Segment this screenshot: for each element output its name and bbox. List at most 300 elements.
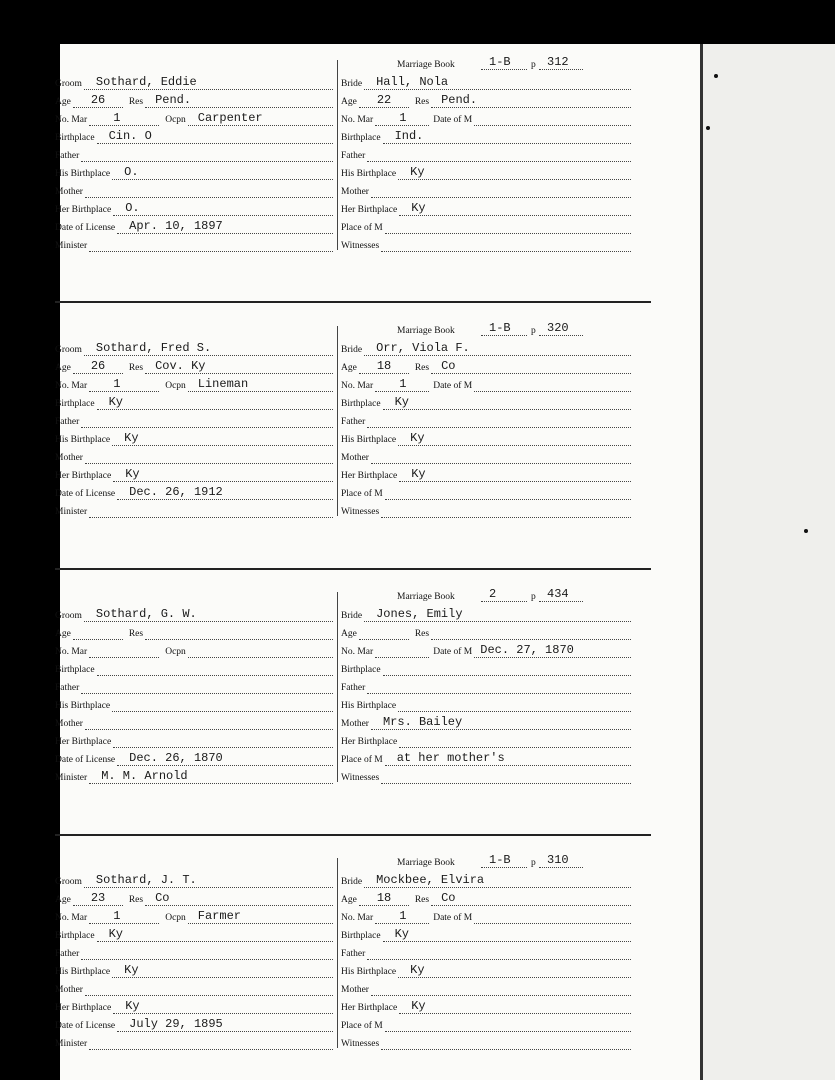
bride-his-birthplace-row <box>341 694 631 712</box>
bride-no-mar-value: 1 <box>399 909 407 923</box>
field-label: No. Mar <box>55 913 88 923</box>
bride-birthplace-value: Ind. <box>394 129 424 143</box>
bride-father-row <box>341 144 631 162</box>
field-label: Minister <box>55 507 88 517</box>
field-label: Res <box>414 629 430 639</box>
field-line <box>474 908 631 924</box>
marriage-book-volume <box>481 55 527 70</box>
field-line <box>84 606 333 622</box>
groom-no-mar-row <box>55 640 333 658</box>
field-label: Minister <box>55 241 88 251</box>
field-label: Ocpn <box>165 913 186 923</box>
field-label: Age <box>341 629 357 639</box>
field-label: Birthplace <box>341 665 381 675</box>
groom-no-mar-row <box>55 108 333 126</box>
groom-age-row <box>55 622 333 640</box>
field-label: Mother <box>341 719 369 729</box>
groom-no-mar-value: 1 <box>113 111 121 125</box>
field-line <box>188 642 333 658</box>
groom-name-value: Sothard, Eddie <box>95 75 197 89</box>
groom-no-mar-value: 1 <box>113 377 121 391</box>
field-line <box>398 164 631 180</box>
field-label: Witnesses <box>341 773 380 783</box>
field-line <box>89 768 333 784</box>
field-line <box>364 872 631 888</box>
field-line <box>85 980 333 996</box>
marriage-book-header <box>341 318 631 336</box>
groom-mother-row <box>55 978 333 996</box>
groom-name-row <box>55 72 333 90</box>
field-label: Her Birthplace <box>55 205 112 215</box>
groom-her-birthplace-row <box>55 730 333 748</box>
card-divider <box>55 834 651 836</box>
marriage-book-label: Marriage Book <box>397 592 455 602</box>
field-label: No. Mar <box>341 647 374 657</box>
groom-her-birthplace-row <box>55 996 333 1014</box>
field-line <box>364 340 631 356</box>
bride-place-of-m-row <box>341 748 631 766</box>
field-line <box>113 200 333 216</box>
column-divider <box>337 326 338 516</box>
field-label: Minister <box>55 1039 88 1049</box>
field-label: Date of License <box>55 1021 116 1031</box>
bride-no-mar-value: 1 <box>399 111 407 125</box>
field-line <box>474 642 631 658</box>
field-label: Minister <box>55 773 88 783</box>
page-label: p <box>531 326 536 336</box>
column-divider <box>337 858 338 1048</box>
field-line <box>145 92 333 108</box>
field-label: No. Mar <box>55 647 88 657</box>
field-label: Groom <box>55 611 82 621</box>
bride-place-of-m-row <box>341 1014 631 1032</box>
bride-birthplace-value: Ky <box>394 927 409 941</box>
field-line <box>399 466 631 482</box>
bride-name-value: Jones, Emily <box>376 607 463 621</box>
field-line <box>97 128 333 144</box>
field-label: Groom <box>55 345 82 355</box>
marriage-book-volume-value: 2 <box>489 587 497 601</box>
marriage-book-page-value: 310 <box>547 853 569 867</box>
field-label: Birthplace <box>55 399 95 409</box>
field-line <box>113 998 333 1014</box>
groom-date-of-license-row <box>55 216 333 234</box>
field-label: No. Mar <box>341 115 374 125</box>
field-label: Groom <box>55 877 82 887</box>
bride-father-row <box>341 410 631 428</box>
adjacent-page-strip <box>700 44 835 1080</box>
field-label: Father <box>341 949 366 959</box>
marriage-book-page-value: 320 <box>547 321 569 335</box>
groom-his-birthplace-value: Ky <box>124 963 139 977</box>
groom-minister-row <box>55 500 333 518</box>
field-line <box>359 624 409 640</box>
groom-column <box>55 50 333 270</box>
field-line <box>89 1034 333 1050</box>
field-line <box>371 714 631 730</box>
column-divider <box>337 60 338 250</box>
field-line <box>81 944 333 960</box>
bride-no-mar-row <box>341 374 631 392</box>
bride-witnesses-row <box>341 234 631 252</box>
bride-her-birthplace-row <box>341 198 631 216</box>
marriage-book-volume <box>481 587 527 602</box>
field-label: Her Birthplace <box>55 737 112 747</box>
groom-name-row <box>55 604 333 622</box>
field-line <box>188 908 333 924</box>
field-line <box>383 660 631 676</box>
field-line <box>385 484 631 500</box>
field-line <box>73 624 123 640</box>
groom-no-mar-row <box>55 906 333 924</box>
bride-her-birthplace-value: Ky <box>411 467 426 481</box>
bride-date-of-marriage-value: Dec. 27, 1870 <box>480 643 574 657</box>
groom-age-row <box>55 356 333 374</box>
groom-minister-row <box>55 234 333 252</box>
bride-no-mar-value: 1 <box>399 377 407 391</box>
groom-minister-row <box>55 1032 333 1050</box>
groom-birthplace-value: Cin. O <box>108 129 152 143</box>
bride-res-value: Co <box>441 891 456 905</box>
groom-date-of-license-value: Dec. 26, 1870 <box>129 751 223 765</box>
field-line <box>383 394 631 410</box>
bride-age-value: 18 <box>376 359 392 373</box>
field-label: Res <box>414 363 430 373</box>
groom-mother-row <box>55 446 333 464</box>
groom-date-of-license-row <box>55 482 333 500</box>
field-line <box>85 714 333 730</box>
groom-column <box>55 582 333 802</box>
groom-name-value: Sothard, J. T. <box>95 873 197 887</box>
marriage-book-volume-value: 1-B <box>489 55 511 69</box>
field-line <box>113 732 333 748</box>
field-label: Witnesses <box>341 1039 380 1049</box>
field-label: Bride <box>341 345 363 355</box>
bride-witnesses-row <box>341 766 631 784</box>
field-line <box>188 376 333 392</box>
field-label: Age <box>341 895 357 905</box>
groom-name-value: Sothard, Fred S. <box>95 341 212 355</box>
field-line <box>364 606 631 622</box>
bride-his-birthplace-row <box>341 960 631 978</box>
groom-age-row <box>55 90 333 108</box>
field-label: Father <box>341 151 366 161</box>
bride-no-mar-row <box>341 640 631 658</box>
field-line <box>85 448 333 464</box>
groom-father-row <box>55 144 333 162</box>
field-label: Birthplace <box>341 133 381 143</box>
groom-res-value: Pend. <box>155 93 192 107</box>
field-label: His Birthplace <box>55 435 111 445</box>
field-line <box>381 502 631 518</box>
groom-minister-value: M. M. Arnold <box>101 769 188 783</box>
field-line <box>145 624 333 640</box>
field-label: Birthplace <box>341 399 381 409</box>
field-label: Age <box>55 363 71 373</box>
bride-age-value: 22 <box>376 93 392 107</box>
groom-mother-row <box>55 180 333 198</box>
bride-his-birthplace-row <box>341 162 631 180</box>
field-label: No. Mar <box>341 381 374 391</box>
groom-birthplace-value: Ky <box>108 395 123 409</box>
bride-column <box>341 848 631 1068</box>
field-line <box>84 340 333 356</box>
bride-name-value: Hall, Nola <box>376 75 449 89</box>
field-line <box>112 962 333 978</box>
bride-place-of-m-row <box>341 482 631 500</box>
field-line <box>364 74 631 90</box>
field-label: Age <box>55 895 71 905</box>
field-label: Ocpn <box>165 115 186 125</box>
field-line <box>399 998 631 1014</box>
field-line <box>367 146 631 162</box>
bride-witnesses-row <box>341 1032 631 1050</box>
field-line <box>371 448 631 464</box>
field-line <box>84 74 333 90</box>
bride-place-of-m-row <box>341 216 631 234</box>
field-label: Birthplace <box>55 133 95 143</box>
bride-age-row <box>341 90 631 108</box>
bride-mother-row <box>341 180 631 198</box>
field-line <box>385 750 631 766</box>
bride-her-birthplace-row <box>341 464 631 482</box>
groom-age-value: 23 <box>90 891 106 905</box>
groom-no-mar-row <box>55 374 333 392</box>
groom-father-row <box>55 676 333 694</box>
groom-father-row <box>55 942 333 960</box>
groom-age-value: 26 <box>90 93 106 107</box>
field-line <box>73 92 123 108</box>
bride-name-value: Orr, Viola F. <box>376 341 470 355</box>
groom-father-row <box>55 410 333 428</box>
field-line <box>431 92 631 108</box>
field-label: Date of M <box>433 115 473 125</box>
bride-her-birthplace-value: Ky <box>411 201 426 215</box>
field-label: Her Birthplace <box>341 205 398 215</box>
page-edge <box>700 44 703 1080</box>
marriage-book-page-value: 312 <box>547 55 569 69</box>
field-label: Ocpn <box>165 647 186 657</box>
field-line <box>383 926 631 942</box>
groom-her-birthplace-row <box>55 198 333 216</box>
field-label: Father <box>55 683 80 693</box>
field-line <box>398 696 631 712</box>
field-line <box>117 484 333 500</box>
field-line <box>97 926 333 942</box>
field-label: Res <box>128 629 144 639</box>
field-line <box>89 502 333 518</box>
marriage-book-label: Marriage Book <box>397 326 455 336</box>
field-label: Father <box>341 683 366 693</box>
field-label: Date of License <box>55 755 116 765</box>
groom-his-birthplace-row <box>55 960 333 978</box>
bride-birthplace-row <box>341 392 631 410</box>
field-line <box>84 872 333 888</box>
field-label: Bride <box>341 611 363 621</box>
field-line <box>145 890 333 906</box>
field-label: Father <box>341 417 366 427</box>
field-label: Her Birthplace <box>341 737 398 747</box>
groom-his-birthplace-row <box>55 694 333 712</box>
groom-occupation-value: Carpenter <box>197 111 263 125</box>
field-label: Res <box>414 895 430 905</box>
field-label: Her Birthplace <box>341 1003 398 1013</box>
field-line <box>112 696 333 712</box>
groom-age-row <box>55 888 333 906</box>
field-label: Place of M <box>341 223 383 233</box>
field-label: Res <box>414 97 430 107</box>
speck <box>714 74 718 78</box>
field-line <box>89 236 333 252</box>
field-label: Father <box>55 151 80 161</box>
field-line <box>385 218 631 234</box>
field-line <box>81 678 333 694</box>
bride-name-value: Mockbee, Elvira <box>376 873 485 887</box>
field-line <box>97 394 333 410</box>
marriage-record-card <box>55 50 655 280</box>
field-label: No. Mar <box>341 913 374 923</box>
groom-date-of-license-value: Dec. 26, 1912 <box>129 485 223 499</box>
field-line <box>371 182 631 198</box>
bride-age-row <box>341 356 631 374</box>
marriage-book-volume <box>481 321 527 336</box>
field-line <box>97 660 333 676</box>
field-line <box>81 412 333 428</box>
field-line <box>375 110 429 126</box>
field-line <box>375 908 429 924</box>
bride-her-birthplace-value: Ky <box>411 999 426 1013</box>
groom-date-of-license-row <box>55 748 333 766</box>
marriage-book-page <box>539 853 583 868</box>
field-label: Age <box>341 97 357 107</box>
bride-her-birthplace-row <box>341 996 631 1014</box>
groom-her-birthplace-value: Ky <box>125 999 140 1013</box>
field-label: Witnesses <box>341 241 380 251</box>
field-line <box>145 358 333 374</box>
bride-mother-row <box>341 712 631 730</box>
bride-name-row <box>341 338 631 356</box>
field-label: His Birthplace <box>341 169 397 179</box>
page-label: p <box>531 592 536 602</box>
marriage-book-page <box>539 321 583 336</box>
bride-no-mar-row <box>341 108 631 126</box>
marriage-record-card <box>55 316 655 546</box>
field-label: Mother <box>55 187 83 197</box>
field-label: Age <box>55 97 71 107</box>
bride-no-mar-row <box>341 906 631 924</box>
field-line <box>359 358 409 374</box>
field-line <box>381 1034 631 1050</box>
bride-age-value: 18 <box>376 891 392 905</box>
bride-mother-row <box>341 446 631 464</box>
field-label: Her Birthplace <box>341 471 398 481</box>
field-line <box>359 92 409 108</box>
speck <box>804 529 808 533</box>
field-label: His Birthplace <box>55 967 111 977</box>
field-label: Mother <box>341 187 369 197</box>
bride-his-birthplace-value: Ky <box>410 963 425 977</box>
groom-age-value: 26 <box>90 359 106 373</box>
groom-name-value: Sothard, G. W. <box>95 607 197 621</box>
field-label: Mother <box>55 985 83 995</box>
groom-her-birthplace-row <box>55 464 333 482</box>
field-line <box>385 1016 631 1032</box>
column-divider <box>337 592 338 782</box>
marriage-record-card <box>55 848 655 1078</box>
field-label: Her Birthplace <box>55 471 112 481</box>
field-label: No. Mar <box>55 381 88 391</box>
field-label: Birthplace <box>55 665 95 675</box>
page-label: p <box>531 858 536 868</box>
field-label: His Birthplace <box>341 435 397 445</box>
field-label: Res <box>128 363 144 373</box>
field-line <box>367 678 631 694</box>
field-line <box>112 164 333 180</box>
field-label: Bride <box>341 79 363 89</box>
groom-birthplace-row <box>55 658 333 676</box>
groom-her-birthplace-value: O. <box>125 201 140 215</box>
field-line <box>431 624 631 640</box>
field-line <box>375 376 429 392</box>
field-line <box>474 376 631 392</box>
field-line <box>371 980 631 996</box>
field-label: Father <box>55 417 80 427</box>
field-line <box>399 732 631 748</box>
field-label: No. Mar <box>55 115 88 125</box>
bride-father-row <box>341 676 631 694</box>
groom-mother-row <box>55 712 333 730</box>
field-line <box>383 128 631 144</box>
field-line <box>431 890 631 906</box>
bride-father-row <box>341 942 631 960</box>
groom-birthplace-row <box>55 126 333 144</box>
groom-date-of-license-value: Apr. 10, 1897 <box>129 219 223 233</box>
field-line <box>399 200 631 216</box>
field-label: Date of M <box>433 647 473 657</box>
bride-name-row <box>341 604 631 622</box>
field-line <box>381 768 631 784</box>
field-label: Place of M <box>341 755 383 765</box>
field-label: Age <box>341 363 357 373</box>
field-line <box>81 146 333 162</box>
bride-place-of-m-value: at her mother's <box>396 751 505 765</box>
bride-res-value: Pend. <box>441 93 478 107</box>
field-label: Father <box>55 949 80 959</box>
field-line <box>359 890 409 906</box>
field-line <box>112 430 333 446</box>
field-label: Mother <box>341 453 369 463</box>
field-label: Mother <box>55 453 83 463</box>
groom-occupation-value: Lineman <box>197 377 249 391</box>
field-line <box>73 890 123 906</box>
bride-witnesses-row <box>341 500 631 518</box>
bride-mother-value: Mrs. Bailey <box>382 715 463 729</box>
field-label: Date of M <box>433 381 473 391</box>
field-label: Witnesses <box>341 507 380 517</box>
field-line <box>367 944 631 960</box>
marriage-book-volume <box>481 853 527 868</box>
marriage-book-header <box>341 584 631 602</box>
bride-his-birthplace-row <box>341 428 631 446</box>
bride-birthplace-value: Ky <box>394 395 409 409</box>
field-line <box>89 110 159 126</box>
field-label: Mother <box>55 719 83 729</box>
marriage-book-header <box>341 850 631 868</box>
bride-column <box>341 50 631 270</box>
field-line <box>117 218 333 234</box>
bride-mother-row <box>341 978 631 996</box>
marriage-book-label: Marriage Book <box>397 60 455 70</box>
